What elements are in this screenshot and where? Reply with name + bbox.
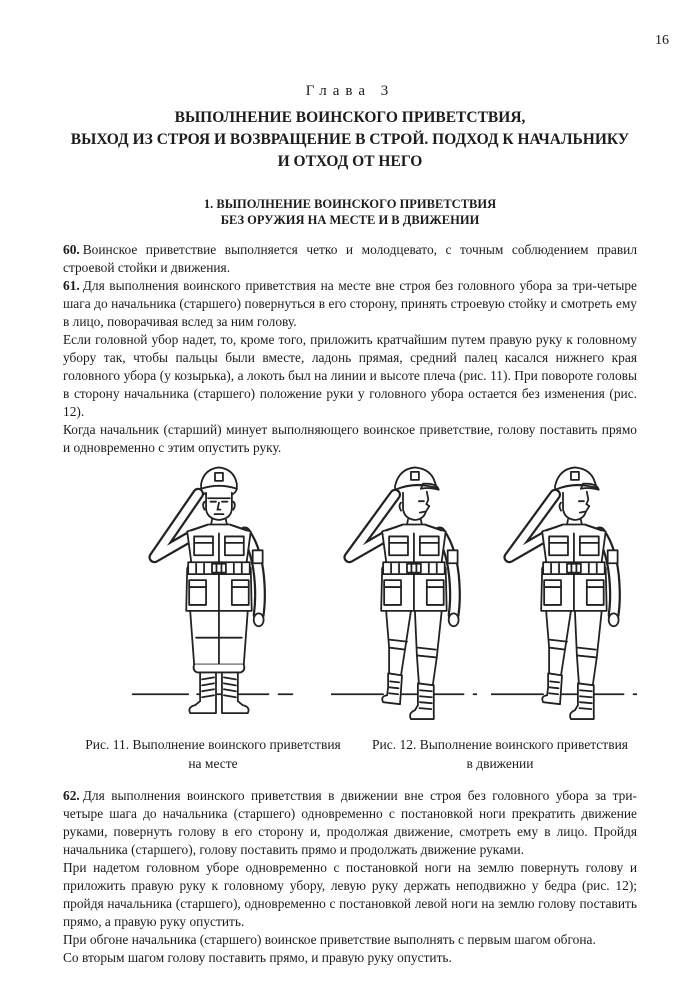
chapter-title bbox=[63, 107, 637, 173]
figure-12-caption-title: Рис. 12. Выполнение воинского приветствия bbox=[371, 737, 629, 752]
figure-12 bbox=[331, 459, 637, 729]
chapter-title-line-3: И ОТХОД ОТ НЕГО bbox=[277, 153, 423, 170]
paragraph-62-overtake bbox=[63, 931, 637, 949]
paragraph-text: При обгоне начальника (старшего) воинское приветствие выполнять с первым шагом обгона. bbox=[63, 932, 596, 947]
paragraph-text: При надетом головном уборе одновременно с постановкой ноги на землю повернуть голову и приложить правую руку к головному убору, левую руку держать неподвижно у бедра (рис. 12); пройдя начальника (старшего), одновременно с постановкой левой ноги на землю голову поставить прямо, а правую руку опустить. bbox=[63, 860, 637, 929]
paragraph-61 bbox=[63, 277, 637, 331]
chapter-label: Глава 3 bbox=[305, 83, 395, 99]
section-heading-line-2: БЕЗ ОРУЖИЯ НА МЕСТЕ И В ДВИЖЕНИИ bbox=[220, 213, 480, 227]
section-heading bbox=[63, 196, 637, 228]
paragraph-number: 60. bbox=[63, 242, 80, 257]
paragraph-number: 62. bbox=[63, 788, 80, 803]
paragraph-61-headdress bbox=[63, 331, 637, 421]
paragraph-number: 61. bbox=[63, 278, 80, 293]
paragraph-text: Для выполнения воинского приветствия на месте вне строя без головного убора за три-четыре шага до начальника (старшего) повернуться в его сторону, принять строевую стойку и смотреть ему в лицо, поворачивая вслед за ним голову. bbox=[63, 278, 637, 329]
paragraph-62 bbox=[63, 787, 637, 859]
paragraph-62-headdress bbox=[63, 859, 637, 931]
chapter-title-line-2: ВЫХОД ИЗ СТРОЯ И ВОЗВРАЩЕНИЕ В СТРОЙ. ПОДХОД К НАЧАЛЬНИКУ bbox=[70, 131, 630, 148]
chapter-title-line-1: ВЫПОЛНЕНИЕ ВОИНСКОГО ПРИВЕТСТВИЯ, bbox=[174, 109, 526, 126]
soldier-standing-salute-drawing bbox=[124, 459, 304, 729]
soldier-walking-salute-drawing-1 bbox=[331, 459, 477, 729]
paragraph-60 bbox=[63, 241, 637, 277]
section-heading-line-1: 1. ВЫПОЛНЕНИЕ ВОИНСКОГО ПРИВЕТСТВИЯ bbox=[203, 197, 497, 211]
paragraph-61-pass bbox=[63, 421, 637, 457]
paragraphs-bottom bbox=[63, 787, 637, 967]
paragraph-text: Для выполнения воинского приветствия в движении вне строя без головного убора за три-четыре шага до начальника (старшего) одновременно с постановкой ноги прекратить движение руками, повернуть голову в его сторону и, продолжая движение, смотреть ему в лицо. Пройдя начальника (старшего), голову поставить прямо и продолжать движение руками. bbox=[63, 788, 637, 857]
paragraph-text: Если головной убор надет, то, кроме того, приложить кратчайшим путем правую руку к головному убору так, чтобы пальцы были вместе, ладонь прямая, средний палец касался нижнего края головного убора (у козырька), а локоть был на линии и высоте плеча (рис. 11). При повороте головы в сторону начальника (старшего) положение руки у головного убора остается без изменения (рис. 12). bbox=[63, 332, 637, 419]
figure-11-caption bbox=[63, 735, 363, 773]
soldier-walking-salute-drawing-2 bbox=[491, 459, 637, 729]
figure-12-caption-sub: в движении bbox=[466, 756, 534, 771]
paragraph-text: Воинское приветствие выполняется четко и молодцевато, с точным соблюдением правил строевой стойки и движения. bbox=[63, 242, 637, 275]
figures-row bbox=[63, 459, 637, 729]
captions-row bbox=[63, 735, 637, 773]
paragraphs-top bbox=[63, 241, 637, 457]
page-number: 16 bbox=[655, 33, 669, 48]
paragraph-62-secondstep bbox=[63, 949, 637, 967]
figure-12-caption bbox=[363, 735, 637, 773]
figure-11-caption-title: Рис. 11. Выполнение воинского приветствия bbox=[85, 737, 341, 752]
figure-11-caption-sub: на месте bbox=[188, 756, 238, 771]
paragraph-text: Со вторым шагом голову поставить прямо, и правую руку опустить. bbox=[63, 950, 452, 965]
paragraph-text: Когда начальник (старший) минует выполняющего воинское приветствие, голову поставить прямо и одновременно с этим опустить руку. bbox=[63, 422, 637, 455]
figure-11 bbox=[63, 459, 331, 729]
